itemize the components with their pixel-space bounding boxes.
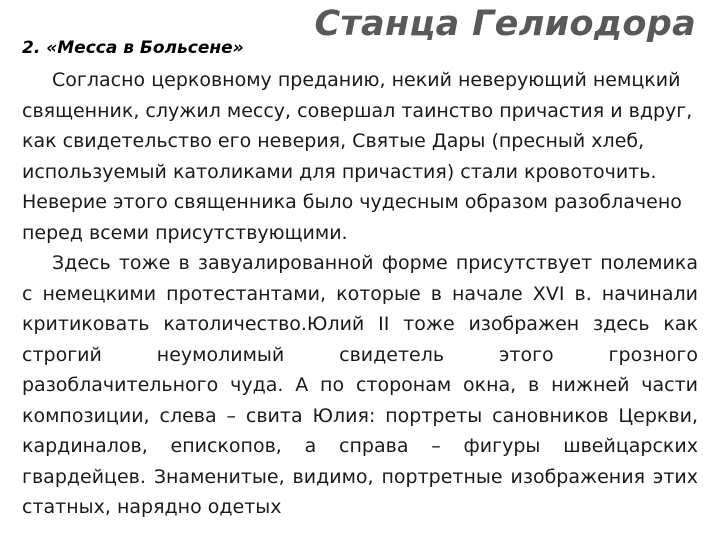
slide-title: Станца Гелиодора	[314, 4, 696, 44]
section-heading: 2. «Месса в Больсене»	[22, 38, 244, 58]
paragraph-legend: Согласно церковному преданию, некий неверующий немцкий священник, служил мессу, совершал таинство причастия и вдруг, как свидетельство его неверия, Святые Дары (пресный хлеб, используемый католиками для причастия) стали кровоточить. Неверие этого священника было чудесным образом разоблачено перед всеми присутствующими.	[22, 69, 693, 244]
paragraph-polemic: Здесь тоже в завуалированной форме присутствует полемика с немецкими протестантами, которые в начале XVI в. начинали критиковать католичество.Юлий II тоже изображен здесь как строгий неумолимый свидетель этого грозного разоблачительного чуда. А по сторонам окна, в нижней части композиции, слева – свита Юлия: портреты сановников Церкви, кардиналов, епископов, а справа – фигуры швейцарских гвардейцев. Знаменитые, видимо, портретные изображения этих статных, нарядно одетых	[22, 252, 698, 518]
body-text	[22, 65, 698, 523]
